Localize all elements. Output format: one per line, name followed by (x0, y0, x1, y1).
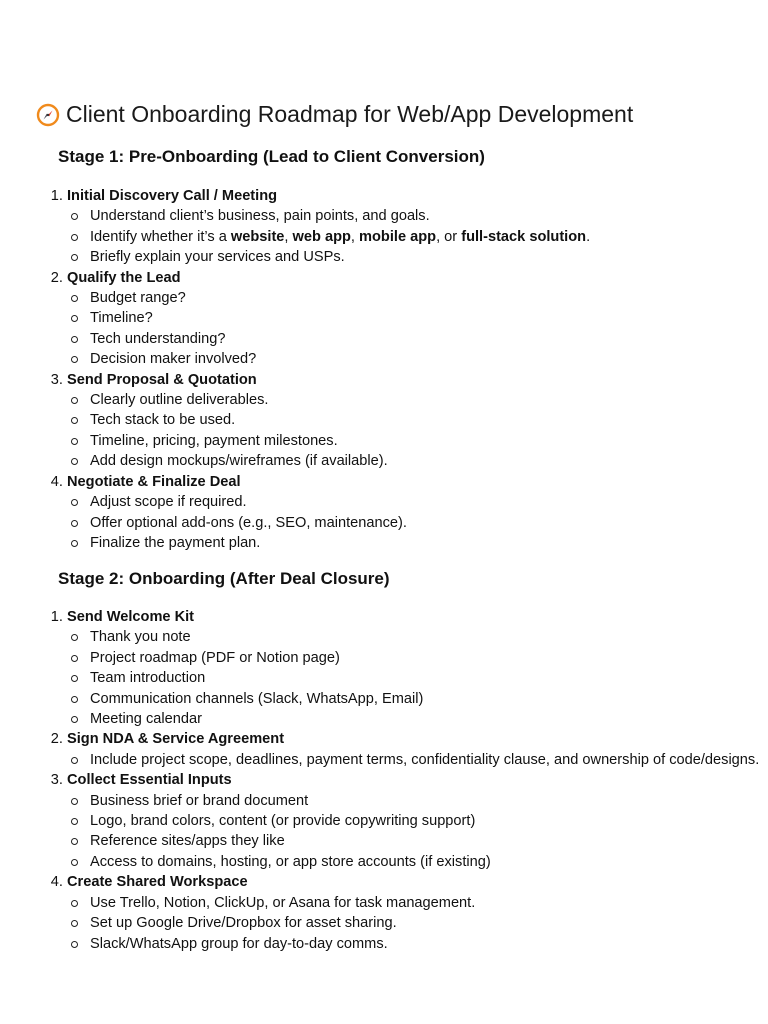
step-points (67, 627, 767, 729)
bullet-point (90, 668, 767, 688)
bullet-point (90, 492, 767, 512)
step-points (67, 288, 767, 370)
text-segment: Communication channels (Slack, WhatsApp, Email) (90, 690, 424, 707)
bullet-point (90, 390, 767, 410)
bullet-point (90, 934, 767, 954)
step-item (67, 770, 767, 872)
text-segment: , (350, 228, 360, 245)
step-title: Qualify the Lead (67, 269, 181, 286)
bold-text: full-stack solution (461, 228, 587, 245)
bullet-point (90, 288, 767, 308)
step-item (67, 729, 767, 770)
stage-2-heading: Stage 2: Onboarding (After Deal Closure) (58, 569, 390, 588)
text-segment: Tech understanding? (90, 330, 226, 347)
bullet-point (90, 709, 767, 729)
bullet-point (90, 627, 767, 647)
bullet-point (90, 750, 767, 770)
text-segment: Team introduction (90, 670, 206, 687)
text-segment: Include project scope, deadlines, payment terms, confidentiality clause, and ownership of code/designs. (90, 751, 760, 768)
step-points (67, 492, 767, 553)
text-segment: Add design mockups/wireframes (if available). (90, 453, 388, 470)
bullet-point (90, 329, 767, 349)
bullet-point (90, 431, 767, 451)
bullet-point (90, 689, 767, 709)
text-segment: Timeline? (90, 310, 153, 327)
step-title: Create Shared Workspace (67, 874, 248, 891)
text-segment: Slack/WhatsApp group for day-to-day comms. (90, 935, 388, 952)
step-title: Negotiate & Finalize Deal (67, 473, 241, 490)
bullet-point (90, 247, 767, 267)
step-title: Collect Essential Inputs (67, 772, 232, 789)
text-segment: , or (436, 228, 462, 245)
text-segment: Reference sites/apps they like (90, 833, 285, 850)
step-title: Sign NDA & Service Agreement (67, 731, 285, 748)
compass-icon (36, 103, 60, 127)
bullet-point (90, 227, 767, 247)
bullet-point (90, 831, 767, 851)
bullet-point (90, 206, 767, 226)
text-segment: Business brief or brand document (90, 792, 309, 809)
bullet-point (90, 791, 767, 811)
text-segment: Logo, brand colors, content (or provide copywriting support) (90, 813, 476, 830)
text-segment: Adjust scope if required. (90, 494, 247, 511)
step-item (67, 268, 767, 370)
text-segment: Briefly explain your services and USPs. (90, 249, 345, 266)
bold-text: web app (292, 228, 351, 245)
text-segment: Tech stack to be used. (90, 412, 236, 429)
text-segment: Finalize the payment plan. (90, 534, 261, 551)
text-segment: Understand client’s business, pain points, and goals. (90, 208, 430, 225)
document-title-text: Client Onboarding Roadmap for Web/App Development (66, 101, 634, 127)
step-title: Send Proposal & Quotation (67, 371, 257, 388)
text-segment: Decision maker involved? (90, 351, 257, 368)
step-points (67, 791, 767, 873)
step-item (67, 872, 767, 954)
text-segment: Set up Google Drive/Dropbox for asset sharing. (90, 915, 397, 932)
bullet-point (90, 410, 767, 430)
step-title: Initial Discovery Call / Meeting (67, 188, 278, 204)
text-segment: Use Trello, Notion, ClickUp, or Asana for task management. (90, 894, 476, 911)
bullet-point (90, 513, 767, 533)
stage-1-steps (0, 186, 767, 553)
bullet-point (90, 852, 767, 872)
text-segment: Budget range? (90, 290, 186, 307)
step-points (67, 893, 767, 954)
bullet-point (90, 308, 767, 328)
text-segment: Thank you note (90, 629, 191, 646)
bullet-point (90, 451, 767, 471)
bullet-point (90, 913, 767, 933)
text-segment: Meeting calendar (90, 711, 202, 728)
text-segment: Clearly outline deliverables. (90, 392, 269, 409)
bullet-point (90, 811, 767, 831)
text-segment: . (586, 228, 591, 245)
step-item (67, 472, 767, 554)
step-item (67, 186, 767, 268)
bullet-point (90, 893, 767, 913)
step-item (67, 370, 767, 472)
step-title: Send Welcome Kit (67, 609, 195, 625)
step-points (67, 390, 767, 472)
text-segment: Identify whether it’s a (90, 228, 231, 245)
bullet-point (90, 648, 767, 668)
text-segment: Offer optional add-ons (e.g., SEO, maintenance). (90, 514, 407, 531)
document-title (36, 101, 633, 128)
text-segment: , (284, 228, 293, 245)
step-points (67, 750, 767, 770)
step-item (67, 607, 767, 729)
bullet-point (90, 533, 767, 553)
text-segment: Project roadmap (PDF or Notion page) (90, 649, 340, 666)
stage-1-heading: Stage 1: Pre-Onboarding (Lead to Client Conversion) (58, 147, 485, 166)
bold-text: website (230, 228, 285, 245)
step-points (67, 206, 767, 267)
stage-2-steps (0, 607, 767, 954)
bullet-point (90, 349, 767, 369)
text-segment: Access to domains, hosting, or app store accounts (if existing) (90, 853, 491, 870)
bold-text: mobile app (359, 228, 437, 245)
text-segment: Timeline, pricing, payment milestones. (90, 432, 338, 449)
